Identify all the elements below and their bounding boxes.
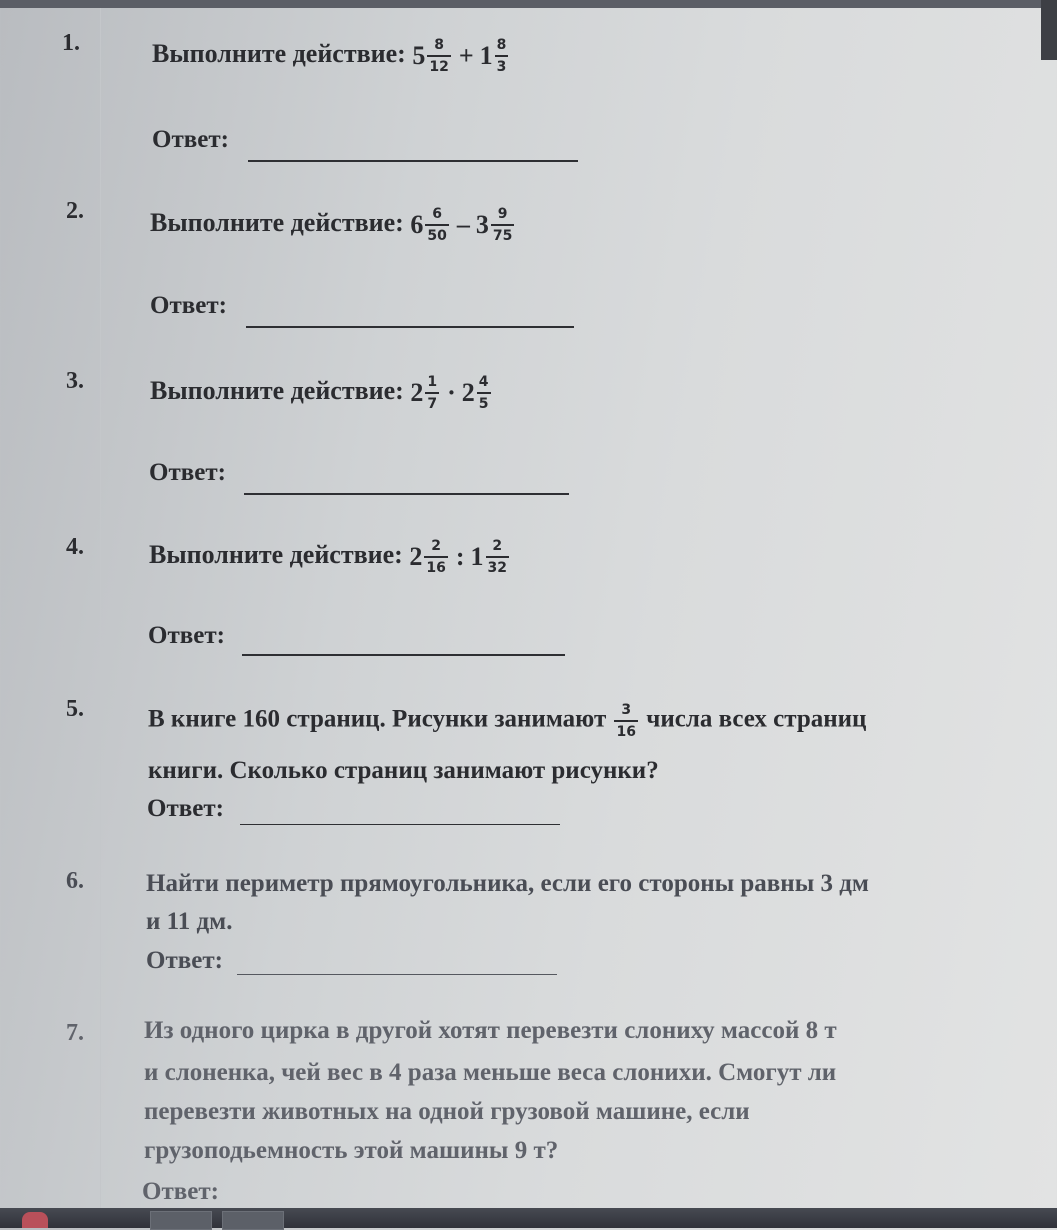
taskbar-button[interactable] xyxy=(150,1211,212,1230)
fraction-expression xyxy=(412,38,510,74)
numerator: 6 xyxy=(432,206,442,222)
operator: + xyxy=(458,41,474,70)
task-number: 7. xyxy=(66,1020,84,1046)
numerator: 1 xyxy=(427,374,438,390)
operator: · xyxy=(447,378,456,407)
numerator: 2 xyxy=(431,538,441,554)
task-text-line: грузоподьемность этой машины 9 т? xyxy=(144,1137,559,1164)
task-text-line: перевезти животных на одной грузовой машине, если xyxy=(144,1098,750,1125)
task-prompt xyxy=(150,207,516,243)
numerator: 9 xyxy=(497,206,508,222)
task-number: 1. xyxy=(62,30,80,56)
task-number: 4. xyxy=(66,534,84,560)
numerator: 2 xyxy=(492,538,503,554)
monitor-edge xyxy=(1041,0,1057,60)
operator: : xyxy=(455,542,465,571)
prompt-text: Выполните действие: xyxy=(152,38,406,68)
prompt-text: Выполните действие: xyxy=(150,207,404,237)
answer-label: Ответ: xyxy=(147,795,224,822)
fraction xyxy=(425,207,448,243)
whole-number: 6 xyxy=(410,210,424,239)
operator: – xyxy=(456,210,470,239)
answer-line[interactable] xyxy=(244,493,569,495)
start-button[interactable] xyxy=(22,1212,48,1228)
fraction-expression xyxy=(410,375,492,411)
denominator: 7 xyxy=(425,392,439,411)
fraction xyxy=(486,539,509,575)
whole-number: 2 xyxy=(461,378,475,407)
numerator: 4 xyxy=(478,374,489,390)
denominator: 3 xyxy=(495,55,509,74)
task-prompt xyxy=(149,539,511,575)
answer-label: Ответ: xyxy=(149,459,226,486)
task-prompt xyxy=(150,375,493,411)
fraction xyxy=(477,375,491,411)
answer-line[interactable] xyxy=(242,654,565,656)
whole-number: 3 xyxy=(475,210,489,239)
task-text-line xyxy=(148,703,866,739)
fraction xyxy=(425,375,439,411)
answer-label: Ответ: xyxy=(152,126,229,153)
answer-line[interactable] xyxy=(246,326,574,328)
denominator: 5 xyxy=(477,392,491,411)
fraction-expression xyxy=(410,207,516,243)
numerator: 3 xyxy=(621,702,632,718)
denominator: 75 xyxy=(491,224,514,243)
task-text-line: Найти периметр прямоугольника, если его стороны равны 3 дм xyxy=(146,870,869,897)
whole-number: 5 xyxy=(412,41,426,70)
denominator: 16 xyxy=(614,720,637,739)
answer-line[interactable] xyxy=(237,974,557,975)
fraction xyxy=(427,38,450,74)
prompt-text: Выполните действие: xyxy=(150,375,404,405)
top-edge xyxy=(0,0,1057,8)
denominator: 12 xyxy=(427,55,450,74)
task-text-line: и 11 дм. xyxy=(146,908,233,935)
answer-label: Ответ: xyxy=(146,947,223,974)
denominator: 32 xyxy=(486,556,509,575)
numerator: 8 xyxy=(434,37,444,53)
fraction xyxy=(614,703,637,739)
answer-label: Ответ: xyxy=(150,292,227,319)
answer-label: Ответ: xyxy=(148,622,225,649)
prompt-text: Выполните действие: xyxy=(149,539,403,569)
whole-number: 1 xyxy=(470,542,484,571)
task-number: 3. xyxy=(66,368,84,394)
task-text-line: Из одного цирка в другой хотят перевезти слониху массой 8 т xyxy=(144,1017,837,1044)
answer-label: Ответ: xyxy=(142,1178,219,1205)
fraction xyxy=(491,207,514,243)
text: В книге 160 страниц. Рисунки занимают xyxy=(148,705,607,733)
task-text-line: книги. Сколько страниц занимают рисунки? xyxy=(148,757,659,784)
fraction xyxy=(424,539,447,575)
fraction xyxy=(495,38,509,74)
numerator: 8 xyxy=(496,37,507,53)
taskbar-button[interactable] xyxy=(222,1211,284,1230)
task-text-line: и слоненка, чей вес в 4 раза меньше веса слонихи. Смогут ли xyxy=(144,1059,837,1086)
task-number: 6. xyxy=(66,868,84,894)
whole-number: 2 xyxy=(410,378,424,407)
whole-number: 1 xyxy=(479,41,493,70)
whole-number: 2 xyxy=(409,542,423,571)
text: числа всех страниц xyxy=(646,705,867,733)
answer-line[interactable] xyxy=(240,824,560,825)
denominator: 16 xyxy=(424,556,447,575)
fraction-expression xyxy=(409,539,511,575)
task-number: 2. xyxy=(66,198,84,224)
task-number: 5. xyxy=(66,696,84,722)
task-prompt xyxy=(152,38,510,74)
denominator: 50 xyxy=(425,224,448,243)
answer-line[interactable] xyxy=(248,160,578,162)
